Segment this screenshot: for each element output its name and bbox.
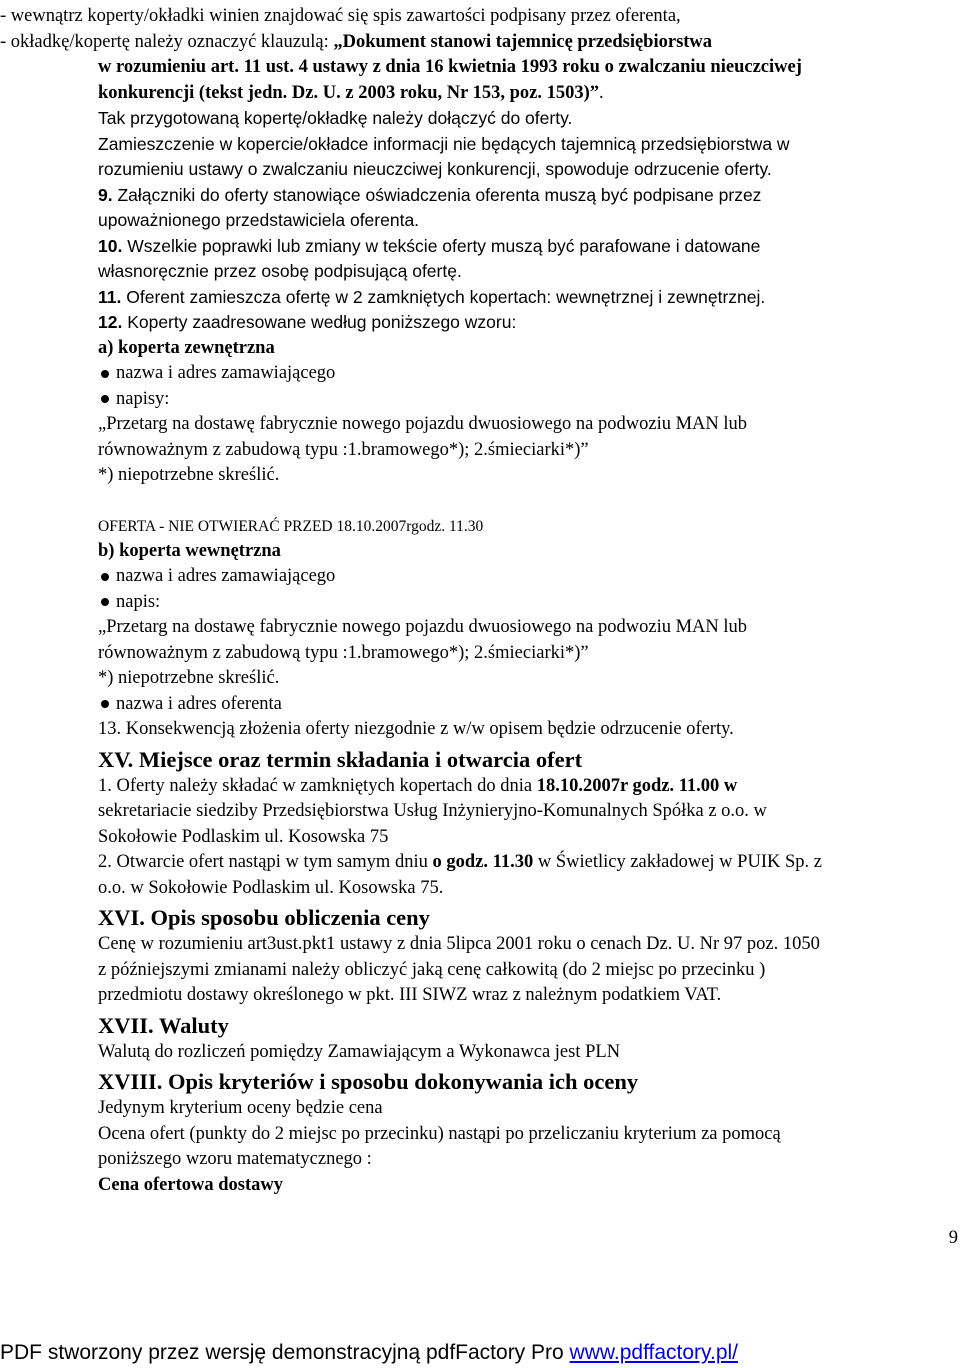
text-line: Sokołowie Podlaskim ul. Kosowska 75: [98, 826, 389, 847]
document-page: [0, 4, 960, 1198]
page-number: 9: [948, 1228, 958, 1248]
list-item: nazwa i adres zamawiającego: [98, 361, 960, 387]
text-line: Zamieszczenie w kopercie/okładce informacji nie będących tajemnicą przedsiębiorstwa w: [98, 133, 790, 154]
pdf-footer: PDF stworzony przez wersję demonstracyjną pdfFactory Pro www.pdffactory.pl/: [0, 1341, 739, 1364]
text-line: 12. Koperty zaadresowane według poniższego wzoru:: [98, 312, 517, 332]
section-heading-xviii: XVIII. Opis kryteriów i sposobu dokonywania ich oceny: [98, 1069, 639, 1094]
bullet-dot-icon: [101, 395, 109, 403]
text-line: Jedynym kryterium oceny będzie cena: [98, 1098, 383, 1118]
text-line: Cena ofertowa dostawy: [98, 1174, 283, 1195]
bullet-dot-icon: [101, 598, 109, 606]
text-line: własnoręcznie przez osobę podpisującą ofertę.: [98, 261, 462, 281]
envelope-inner-heading: b) koperta wewnętrzna: [98, 540, 281, 561]
text-line: 13. Konsekwencją złożenia oferty niezgodnie z w/w opisem będzie odrzucenie oferty.: [98, 719, 734, 739]
text-line: 10. Wszelkie poprawki lub zmiany w tekście oferty muszą być parafowane i datowane: [98, 235, 761, 256]
text-line: 11. Oferent zamieszcza ofertę w 2 zamkniętych kopertach: wewnętrznej i zewnętrznej.: [98, 286, 766, 307]
text-line: *) niepotrzebne skreślić.: [98, 465, 280, 485]
text-line: Ocena ofert (punkty do 2 miejsc po przecinku) nastąpi po przeliczaniu kryterium za pomocą: [98, 1123, 781, 1144]
text-line: sekretariacie siedziby Przedsiębiorstwa Usług Inżynieryjno-Komunalnych Spółka z o.o. w: [98, 801, 767, 821]
text-line: równoważnym z zabudową typu :1.bramowego*); 2.śmieciarki*)”: [98, 439, 589, 460]
bullet-dot-icon: [101, 370, 109, 378]
text-line: równoważnym z zabudową typu :1.bramowego*); 2.śmieciarki*)”: [98, 642, 589, 663]
text-line: Cenę w rozumieniu art3ust.pkt1 ustawy z dnia 5lipca 2001 roku o cenach Dz. U. Nr 97 poz. 1050: [98, 934, 820, 954]
text-line: 2. Otwarcie ofert nastąpi w tym samym dniu o godz. 11.30 w Świetlicy zakładowej w PUIK Sp. z: [98, 852, 822, 872]
text-line: rozumieniu ustawy o zwalczaniu nieuczciwej konkurencji, spowoduje odrzucenie oferty.: [98, 159, 772, 179]
text-line: *) niepotrzebne skreślić.: [98, 668, 280, 688]
text-line: 9. Załączniki do oferty stanowiące oświadczenia oferenta muszą być podpisane przez: [98, 184, 762, 205]
text-line: - wewnątrz koperty/okładki winien znajdować się spis zawartości podpisany przez oferenta,: [0, 6, 681, 26]
text-line: o.o. w Sokołowie Podlaskim ul. Kosowska 75.: [98, 877, 444, 898]
section-heading-xv: XV. Miejsce oraz termin składania i otwarcia ofert: [98, 746, 583, 772]
text-line: poniższego wzoru matematycznego :: [98, 1149, 372, 1169]
text-line: z późniejszymi zmianami należy obliczyć jaką cenę całkowitą (do 2 miejsc po przecinku ): [98, 959, 766, 980]
envelope-label: OFERTA - NIE OTWIERAĆ PRZED 18.10.2007rgodz. 11.30: [98, 517, 484, 535]
text-line: Tak przygotowaną kopertę/okładkę należy dołączyć do oferty.: [98, 108, 573, 128]
text-line: przedmiotu dostawy określonego w pkt. III SIWZ wraz z należnym podatkiem VAT.: [98, 985, 722, 1005]
list-item: nazwa i adres zamawiającego: [98, 564, 960, 590]
text-line: - okładkę/kopertę należy oznaczyć klauzulą: „Dokument stanowi tajemnicę przedsiębiorstwa: [0, 31, 713, 52]
text-line: upoważnionego przedstawiciela oferenta.: [98, 210, 420, 230]
text-line: „Przetarg na dostawę fabrycznie nowego pojazdu dwuosiowego na podwoziu MAN lub: [98, 617, 748, 637]
list-item: napis:: [98, 590, 960, 616]
list-item: napisy:: [98, 387, 960, 413]
section-heading-xvii: XVII. Waluty: [98, 1012, 229, 1038]
text-line: 1. Oferty należy składać w zamkniętych kopertach do dnia 18.10.2007r godz. 11.00 w: [98, 775, 738, 796]
list-item: nazwa i adres oferenta: [98, 692, 960, 718]
section-heading-xvi: XVI. Opis sposobu obliczenia ceny: [98, 905, 430, 930]
bullet-dot-icon: [101, 700, 109, 708]
text-line: Walutą do rozliczeń pomiędzy Zamawiającym a Wykonawca jest PLN: [98, 1041, 621, 1062]
text-line: „Przetarg na dostawę fabrycznie nowego pojazdu dwuosiowego na podwoziu MAN lub: [98, 414, 748, 434]
text-line: konkurencji (tekst jedn. Dz. U. z 2003 roku, Nr 153, poz. 1503)”.: [98, 82, 604, 103]
pdffactory-link[interactable]: www.pdffactory.pl/: [569, 1341, 739, 1364]
envelope-outer-heading: a) koperta zewnętrzna: [98, 337, 275, 358]
text-line: w rozumieniu art. 11 ust. 4 ustawy z dnia 16 kwietnia 1993 roku o zwalczaniu nieuczciwej: [98, 57, 802, 77]
bullet-dot-icon: [101, 573, 109, 581]
